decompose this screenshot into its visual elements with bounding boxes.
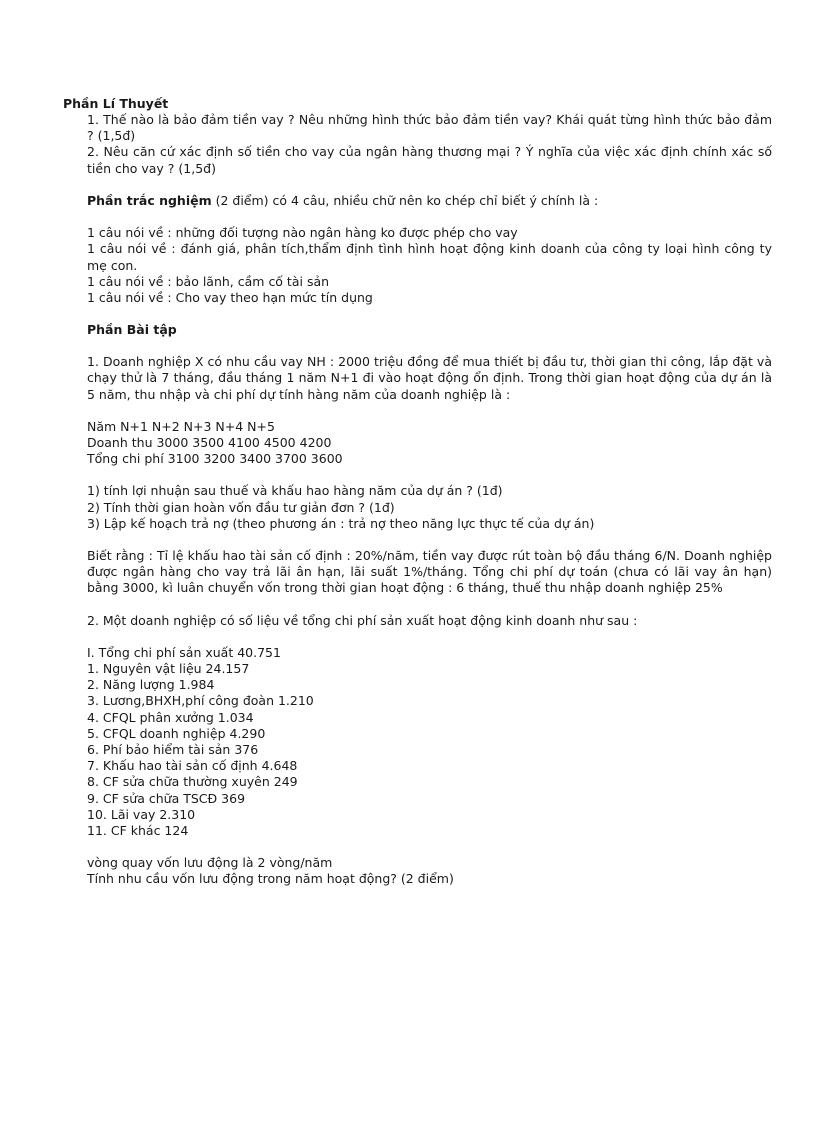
exercise-1-note: Biết rằng : Tỉ lệ khấu hao tài sản cố định : 20%/năm, tiền vay được rút toàn bộ đầu tháng 6/N. Doanh nghiệp được ngân hàng cho vay trả lãi ân hạn, lãi suất 1%/tháng. Tổng chi phí dự toán (chưa có lãi vay ân hạn) bằng 3000, kì luân chuyển vốn trong thời gian hoạt động : 6 tháng, thuế thu nhập doanh nghiệp 25% <box>87 548 772 596</box>
mcq-intro: (2 điểm) có 4 câu, nhiều chữ nên ko chép chỉ biết ý chính là : <box>211 193 599 208</box>
mcq-heading: Phần trắc nghiệm <box>87 193 212 208</box>
mcq-section <box>87 193 772 306</box>
exercises-heading: Phần Bài tập <box>87 322 177 337</box>
mcq-heading-line <box>87 193 772 209</box>
exercise-2-item: 3. Lương,BHXH,phí công đoàn 1.210 <box>87 693 314 709</box>
exercise-1-question: 3) Lập kế hoạch trả nợ (theo phương án : trả nợ theo năng lực thực tế của dự án) <box>87 515 595 531</box>
theory-question-1: 1. Thế nào là bảo đảm tiền vay ? Nêu những hình thức bảo đảm tiền vay? Khái quát từng hình thức bảo đảm ? (1,5đ) <box>87 112 772 144</box>
mcq-item: 1 câu nói về : bảo lãnh, cầm cố tài sản <box>87 273 330 289</box>
exercise-1-table-row: Tổng chi phí 3100 3200 3400 3700 3600 <box>87 451 343 467</box>
theory-question-2: 2. Nêu căn cứ xác định số tiền cho vay của ngân hàng thương mại ? Ý nghĩa của việc xác định chính xác số tiền cho vay ? (1,5đ) <box>87 144 772 176</box>
exercise-2-text: 2. Một doanh nghiệp có số liệu về tổng chi phí sản xuất hoạt động kinh doanh như sau : <box>87 612 638 628</box>
exercise-2-item: 1. Nguyên vật liệu 24.157 <box>87 661 250 677</box>
exercise-1-table-row: Doanh thu 3000 3500 4100 4500 4200 <box>87 435 332 451</box>
exercise-1-question: 1) tính lợi nhuận sau thuế và khấu hao hàng năm của dự án ? (1đ) <box>87 483 503 499</box>
exercises-section <box>87 322 772 888</box>
exercise-2-item: 9. CF sửa chữa TSCĐ 369 <box>87 790 246 806</box>
exercise-2-item: 8. CF sửa chữa thường xuyên 249 <box>87 774 298 790</box>
theory-section <box>87 112 772 177</box>
exercise-2-item: I. Tổng chi phí sản xuất 40.751 <box>87 644 281 660</box>
exercise-2-closing: Tính nhu cầu vốn lưu động trong năm hoạt động? (2 điểm) <box>87 871 454 887</box>
theory-heading: Phần Lí Thuyết <box>63 96 169 111</box>
mcq-item: 1 câu nói về : Cho vay theo hạn mức tín dụng <box>87 290 373 306</box>
exercise-1-text: 1. Doanh nghiệp X có nhu cầu vay NH : 2000 triệu đồng để mua thiết bị đầu tư, thời gian thi công, lắp đặt và chạy thử là 7 tháng, đầu tháng 1 năm N+1 đi vào hoạt động ổn định. Trong thời gian hoạt động của dự án là 5 năm, thu nhập và chi phí dự tính hàng năm của doanh nghiệp là : <box>87 354 772 402</box>
exercise-2-item: 6. Phí bảo hiểm tài sản 376 <box>87 742 259 758</box>
exercise-2-item: 10. Lãi vay 2.310 <box>87 806 196 822</box>
exercise-2-item: 7. Khấu hao tài sản cố định 4.648 <box>87 758 298 774</box>
exercise-1-table-row: Năm N+1 N+2 N+3 N+4 N+5 <box>87 418 275 434</box>
mcq-item: 1 câu nói về : những đối tượng nào ngân hàng ko được phép cho vay <box>87 225 518 241</box>
exercise-1-question: 2) Tính thời gian hoàn vốn đầu tư giản đơn ? (1đ) <box>87 499 395 515</box>
exercise-2-item: 2. Năng lượng 1.984 <box>87 677 215 693</box>
mcq-item: 1 câu nói về : đánh giá, phân tích,thẩm định tình hình hoạt động kinh doanh của công ty loại hình công ty mẹ con. <box>87 241 772 273</box>
exercise-2-item: 11. CF khác 124 <box>87 823 189 839</box>
exercise-2-item: 4. CFQL phân xưởng 1.034 <box>87 709 254 725</box>
exercise-2-item: 5. CFQL doanh nghiệp 4.290 <box>87 725 266 741</box>
exercise-2-closing: vòng quay vốn lưu động là 2 vòng/năm <box>87 855 333 871</box>
